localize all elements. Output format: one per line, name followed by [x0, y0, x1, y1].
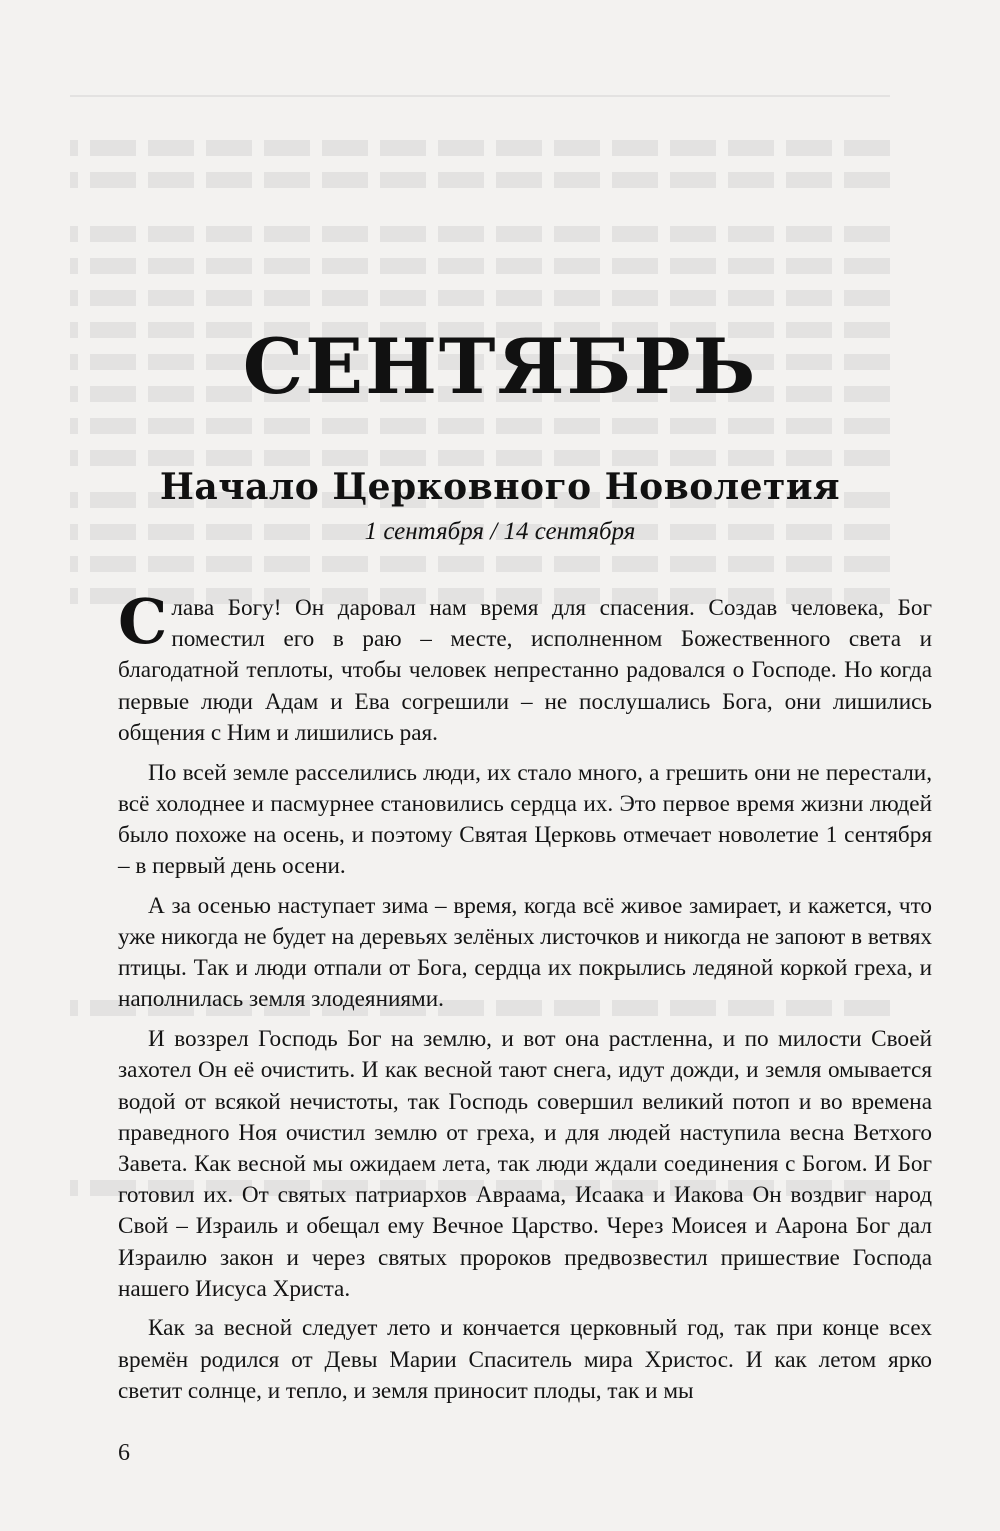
paragraph: Как за весной следует лето и кончается церковный год, так при конце всех времён родился от Девы Марии Спаситель мира Христос. И как летом ярко светит солнце, и тепло, и земля приносит плоды, так и мы — [118, 1315, 932, 1404]
paragraph — [118, 585, 932, 749]
paragraph: А за осенью наступает зима – время, когда всё живое замирает, и кажется, что уже никогда не будет на деревьях зелёных листочков и никогда не запоют в ветвях птицы. Так и люди отпали от Бога, сердца их покрылись ледяной коркой греха, и наполнилась земля злодеяниями. — [118, 892, 932, 1013]
month-title: СЕНТЯБРЬ — [242, 322, 758, 411]
paragraph-text: лава Богу! Он даровал нам время для спасения. Создав человека, Бог поместил его в раю – месте, исполненном Божественного света и благодатной теплоты, чтобы человек непрестанно радовался о Господе. Но когда первые люди Адам и Ева согрешили – не послушались Бога, они лишились общения с Ним и лишились рая. — [118, 595, 932, 746]
dropcap-letter: С — [118, 585, 168, 658]
feast-date: 1 сентября / 14 сентября — [364, 518, 636, 545]
body-text — [118, 585, 932, 1416]
paragraph: И воззрел Господь Бог на землю, и вот она растленна, и по милости Своей захотел Он её очистить. И как весной тают снега, идут дожди, и земля омывается водой от всякой нечистоты, так Господь совершил великий потоп и во времена праведного Ноя очистил землю от греха, и для людей наступила весна Ветхого Завета. Как весной мы ожидаем лета, так люди ждали соединения с Богом. И Бог готовил их. От святых патриархов Авраама, Исаака и Иакова Он воздвиг народ Свой – Израиль и обещал ему Вечное Царство. Через Моисея и Аарона Бог дал Израилю закон и через святых пророков предвозвестил пришествие Господа нашего Иисуса Христа. — [118, 1026, 932, 1302]
paragraph: По всей земле расселились люди, их стало много, а грешить они не перестали, всё холоднее и пасмурнее становились сердца их. Это первое время жизни людей было похоже на осень, и поэтому Святая Церковь отмечает новолетие 1 сентября – в первый день осени. — [118, 759, 932, 880]
page-number: 6 — [118, 1440, 130, 1466]
feast-title: Начало Церковного Новолетия — [159, 466, 841, 508]
